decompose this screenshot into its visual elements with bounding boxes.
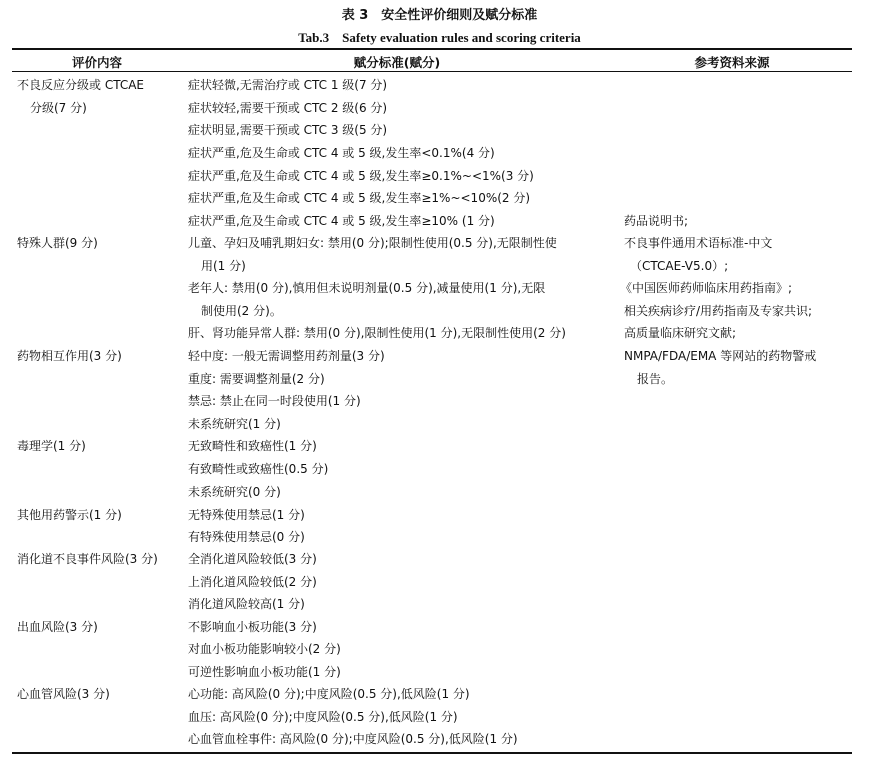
header-reference-source: 参考资料来源 bbox=[694, 55, 770, 70]
criteria-line: 全消化道风险较低(3 分) bbox=[188, 552, 317, 566]
category-bleeding-risk: 出血风险(3 分) bbox=[17, 620, 98, 634]
criteria-line: 症状严重,危及生命或 CTC 4 或 5 级,发生率<0.1%(4 分) bbox=[188, 146, 495, 160]
category-adverse-reaction-line2: 分级(7 分) bbox=[30, 101, 87, 115]
source-line: 相关疾病诊疗/用药指南及专家共识; bbox=[624, 304, 813, 318]
criteria-line: 对血小板功能影响较小(2 分) bbox=[188, 642, 341, 656]
criteria-line: 血压: 高风险(0 分);中度风险(0.5 分),低风险(1 分) bbox=[188, 710, 458, 724]
criteria-line-continued: 制使用(2 分)。 bbox=[201, 304, 282, 318]
source-line: 高质量临床研究文献; bbox=[624, 326, 737, 340]
criteria-line: 儿童、孕妇及哺乳期妇女: 禁用(0 分);限制性使用(0.5 分),无限制性使 bbox=[188, 236, 557, 250]
source-line: NMPA/FDA/EMA 等网站的药物警戒 bbox=[624, 349, 817, 363]
criteria-line: 心血管血栓事件: 高风险(0 分);中度风险(0.5 分),低风险(1 分) bbox=[188, 732, 518, 746]
source-line: 药品说明书; bbox=[624, 214, 689, 228]
criteria-line: 禁忌: 禁止在同一时段使用(1 分) bbox=[188, 394, 361, 408]
criteria-line: 症状轻微,无需治疗或 CTC 1 级(7 分) bbox=[188, 78, 388, 92]
header-scoring-criteria: 赋分标准(赋分) bbox=[353, 55, 441, 70]
top-rule bbox=[12, 48, 852, 50]
category-adverse-reaction: 不良反应分级或 CTCAE bbox=[17, 78, 144, 92]
criteria-line: 老年人: 禁用(0 分),慎用但未说明剂量(0.5 分),减量使用(1 分),无限 bbox=[188, 281, 546, 295]
bottom-rule bbox=[12, 752, 852, 754]
source-line: 不良事件通用术语标准-中文 bbox=[624, 236, 773, 250]
criteria-line: 心功能: 高风险(0 分);中度风险(0.5 分),低风险(1 分) bbox=[188, 687, 470, 701]
source-line: 报告。 bbox=[637, 372, 674, 386]
criteria-line: 无特殊使用禁忌(1 分) bbox=[188, 508, 305, 522]
criteria-line: 消化道风险较高(1 分) bbox=[188, 597, 305, 611]
criteria-line: 未系统研究(0 分) bbox=[188, 485, 281, 499]
table-caption-en: Tab.3 Safety evaluation rules and scoring criteria bbox=[298, 30, 581, 45]
criteria-line: 轻中度: 一般无需调整用药剂量(3 分) bbox=[188, 349, 385, 363]
criteria-line: 重度: 需要调整剂量(2 分) bbox=[188, 372, 325, 386]
criteria-line: 肝、肾功能异常人群: 禁用(0 分),限制性使用(1 分),无限制性使用(2 分) bbox=[188, 326, 566, 340]
criteria-line: 症状严重,危及生命或 CTC 4 或 5 级,发生率≥1%~<10%(2 分) bbox=[188, 191, 531, 205]
criteria-line: 不影响血小板功能(3 分) bbox=[188, 620, 317, 634]
header-rule bbox=[12, 71, 852, 72]
category-other-warnings: 其他用药警示(1 分) bbox=[17, 508, 122, 522]
source-line: 《中国医师药师临床用药指南》; bbox=[620, 281, 793, 295]
criteria-line: 上消化道风险较低(2 分) bbox=[188, 575, 317, 589]
criteria-line-continued: 用(1 分) bbox=[201, 259, 246, 273]
source-line: （CTCAE-V5.0）; bbox=[630, 259, 729, 273]
category-gi-risk: 消化道不良事件风险(3 分) bbox=[17, 552, 158, 566]
criteria-line: 未系统研究(1 分) bbox=[188, 417, 281, 431]
criteria-line: 症状严重,危及生命或 CTC 4 或 5 级,发生率≥0.1%~<1%(3 分) bbox=[188, 169, 534, 183]
header-evaluation-content: 评价内容 bbox=[71, 55, 122, 70]
criteria-line: 症状较轻,需要干预或 CTC 2 级(6 分) bbox=[188, 101, 388, 115]
criteria-line: 有致畸性或致癌性(0.5 分) bbox=[188, 462, 329, 476]
criteria-line: 症状严重,危及生命或 CTC 4 或 5 级,发生率≥10% (1 分) bbox=[188, 214, 495, 228]
criteria-line: 无致畸性和致癌性(1 分) bbox=[188, 439, 317, 453]
category-toxicology: 毒理学(1 分) bbox=[17, 439, 86, 453]
category-special-population: 特殊人群(9 分) bbox=[17, 236, 98, 250]
category-cardiovascular-risk: 心血管风险(3 分) bbox=[17, 687, 110, 701]
table-caption-cn: 表 3 安全性评价细则及赋分标准 bbox=[341, 8, 538, 23]
criteria-line: 有特殊使用禁忌(0 分) bbox=[188, 530, 305, 544]
criteria-line: 症状明显,需要干预或 CTC 3 级(5 分) bbox=[188, 123, 388, 137]
criteria-line: 可逆性影响血小板功能(1 分) bbox=[188, 665, 341, 679]
category-drug-interaction: 药物相互作用(3 分) bbox=[17, 349, 122, 363]
